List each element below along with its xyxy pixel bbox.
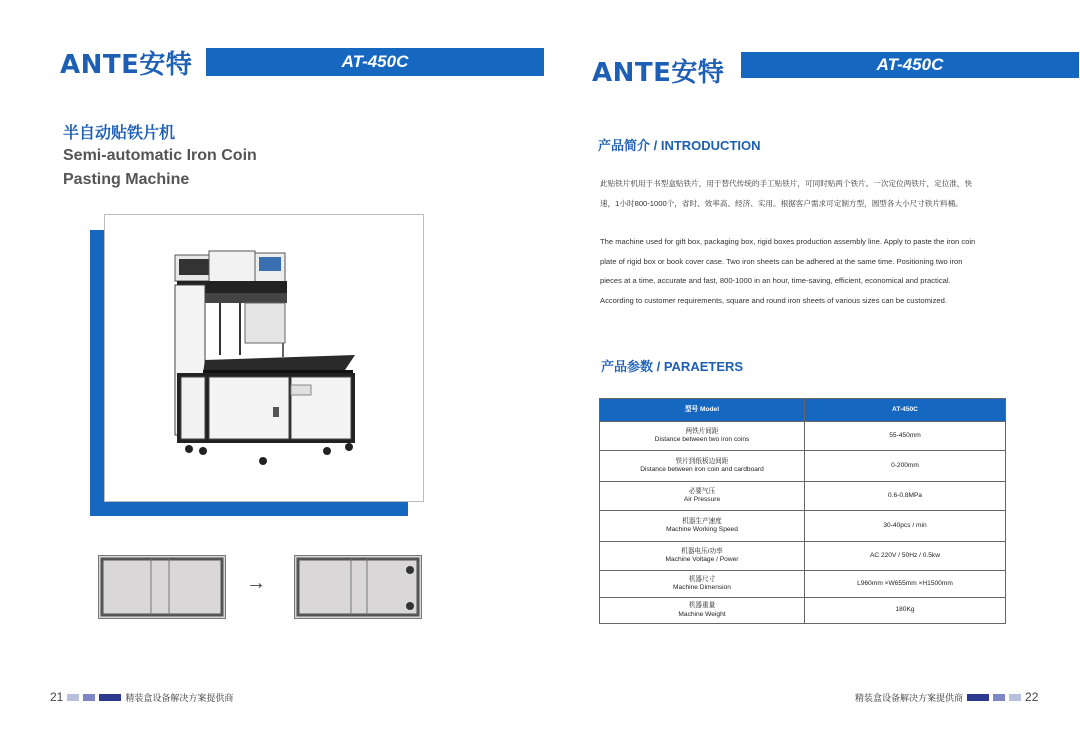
product-title-en-line1: Semi-automatic Iron Coin <box>63 147 257 164</box>
deco-square-icon <box>1009 694 1021 701</box>
row-label-cn: 必要气压 <box>688 487 716 495</box>
table-header-cell: AT-450C <box>805 399 1006 422</box>
table-header-row <box>600 399 1006 422</box>
product-title-cn: 半自动贴铁片机 <box>63 125 176 142</box>
row-label-cn: 机器尺寸 <box>688 575 716 583</box>
row-label-en: Machine Weight <box>678 610 726 618</box>
machine-image <box>105 215 423 501</box>
model-label: AT-450C <box>341 52 409 71</box>
row-label-en: Machine Voltage / Power <box>665 556 739 563</box>
table-cell-value: AC 220V / 50Hz / 0.5kw <box>805 542 1006 571</box>
deco-square-icon <box>993 694 1005 701</box>
row-label-cn: 机器重量 <box>688 602 716 609</box>
row-label-en: Machine Dimension <box>673 584 731 591</box>
cardboard-before <box>98 555 226 619</box>
product-title-en-line2: Pasting Machine <box>63 171 190 188</box>
table-cell-label <box>600 482 805 511</box>
row-label-cn: 铁片到纸板边间距 <box>675 457 729 465</box>
params-title: 产品参数 / PARAETERS <box>601 359 744 374</box>
intro-cn <box>600 174 1020 213</box>
deco-square-icon <box>83 694 95 701</box>
table-cell-label <box>600 571 805 598</box>
table-row <box>600 511 1006 542</box>
table-header-cell: 型号 Model <box>600 399 805 422</box>
table-cell-label <box>600 451 805 482</box>
table-cell-label <box>600 598 805 624</box>
page-number-right: 22 <box>1025 690 1039 704</box>
table-cell-value: 30-40pcs / min <box>805 511 1006 542</box>
footer-right <box>855 690 1038 704</box>
model-banner-left <box>206 48 544 76</box>
table-cell-label <box>600 422 805 451</box>
table-row <box>600 482 1006 511</box>
brand-logo-left: ANTE安特 <box>60 50 193 80</box>
row-label-cn: 机器电压/功率 <box>681 547 723 555</box>
intro-title: 产品简介 / INTRODUCTION <box>598 138 761 153</box>
row-label-cn: 两铁片间距 <box>685 427 719 435</box>
row-label-en: Machine Working Speed <box>666 526 738 533</box>
page-number-left: 21 <box>50 690 64 704</box>
table-cell-value: L960mm ×W655mm ×H1500mm <box>805 571 1006 598</box>
footer-tagline-left: 精装盒设备解决方案提供商 <box>125 692 234 703</box>
table-cell-label <box>600 542 805 571</box>
footer-tagline-right: 精装盒设备解决方案提供商 <box>855 692 964 703</box>
row-label-cn: 机器生产速度 <box>682 517 722 525</box>
table-row <box>600 542 1006 571</box>
intro-en-line: pieces at a time, accurate and fast, 800-1000 in an hour, time-saving, efficient, economical and practical. <box>600 276 951 285</box>
footer-left <box>50 690 233 704</box>
table-row <box>600 422 1006 451</box>
intro-en-line: The machine used for gift box, packaging box, rigid boxes production assembly line. Apply to paste the iron coin <box>600 237 976 246</box>
deco-square-icon <box>967 694 989 701</box>
cardboard-after <box>294 555 422 619</box>
deco-square-icon <box>99 694 121 701</box>
table-cell-value: 55-450mm <box>805 422 1006 451</box>
table-cell-value: 0-200mm <box>805 451 1006 482</box>
table-row <box>600 451 1006 482</box>
table-cell-value: 0.6-0.8MPa <box>805 482 1006 511</box>
intro-en-line: plate of rigid box or book cover case. Two iron sheets can be adhered at the same time. Positioning two iron <box>600 256 963 266</box>
row-label-en: Air Pressure <box>683 496 721 503</box>
table-row <box>600 571 1006 598</box>
deco-square-icon <box>67 694 79 701</box>
table-cell-label <box>600 511 805 542</box>
model-banner-right <box>741 52 1079 78</box>
model-label: AT-450C <box>876 55 944 74</box>
spec-table-wrap <box>599 398 1006 624</box>
brand-logo-right: ANTE安特 <box>592 58 725 88</box>
intro-cn-line: 此贴铁片机用于书型盒贴铁片，用于替代传统的手工贴铁片，可同时贴两个铁片。一次定位两铁片，定位准，快 <box>600 179 973 188</box>
row-label-en: Distance between two iron coins <box>654 436 750 443</box>
table-cell-value: 180Kg <box>805 598 1006 624</box>
intro-en <box>600 232 1020 310</box>
product-photo-frame <box>104 214 424 502</box>
intro-cn-line: 速，1小时800-1000个，省时、效率高、经济、实用。根据客户需求可定制方型，圆型各大小尺寸铁片料桶。 <box>600 198 963 208</box>
row-label-en: Distance between iron coin and cardboard <box>640 466 764 473</box>
table-row <box>600 598 1006 624</box>
arrow-icon: → <box>246 572 266 594</box>
spec-table <box>599 398 1006 624</box>
intro-en-line: According to customer requirements, square and round iron sheets of various sizes can be customized. <box>600 295 947 305</box>
